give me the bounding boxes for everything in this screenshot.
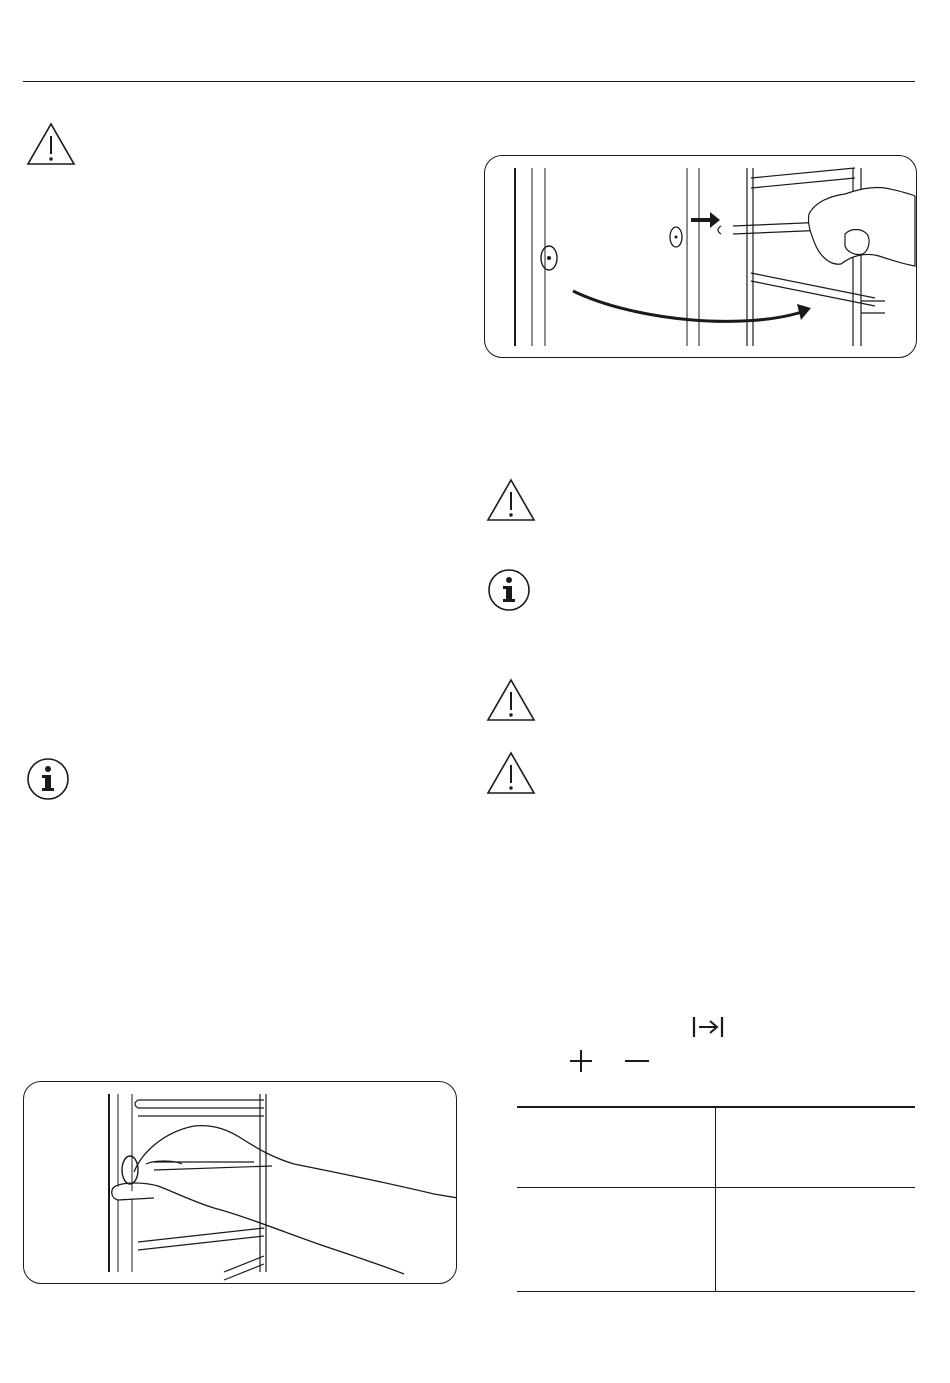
minus-icon <box>624 1049 650 1073</box>
header-divider <box>23 81 915 82</box>
shelf-support-illustration <box>23 1081 457 1284</box>
table-column-divider <box>715 1106 716 1292</box>
table-top-rule <box>517 1106 915 1108</box>
warning-triangle-icon <box>486 751 536 795</box>
warning-triangle-icon <box>486 478 536 522</box>
skip-forward-icon <box>691 1015 725 1039</box>
warning-triangle-icon <box>486 678 536 722</box>
warning-triangle-icon <box>26 122 76 166</box>
table-row-divider <box>517 1187 915 1188</box>
info-circle-icon <box>26 757 70 801</box>
info-circle-icon <box>487 568 531 612</box>
shelf-removal-illustration <box>484 155 917 358</box>
plus-icon <box>569 1049 593 1073</box>
table-bottom-rule <box>517 1291 915 1292</box>
